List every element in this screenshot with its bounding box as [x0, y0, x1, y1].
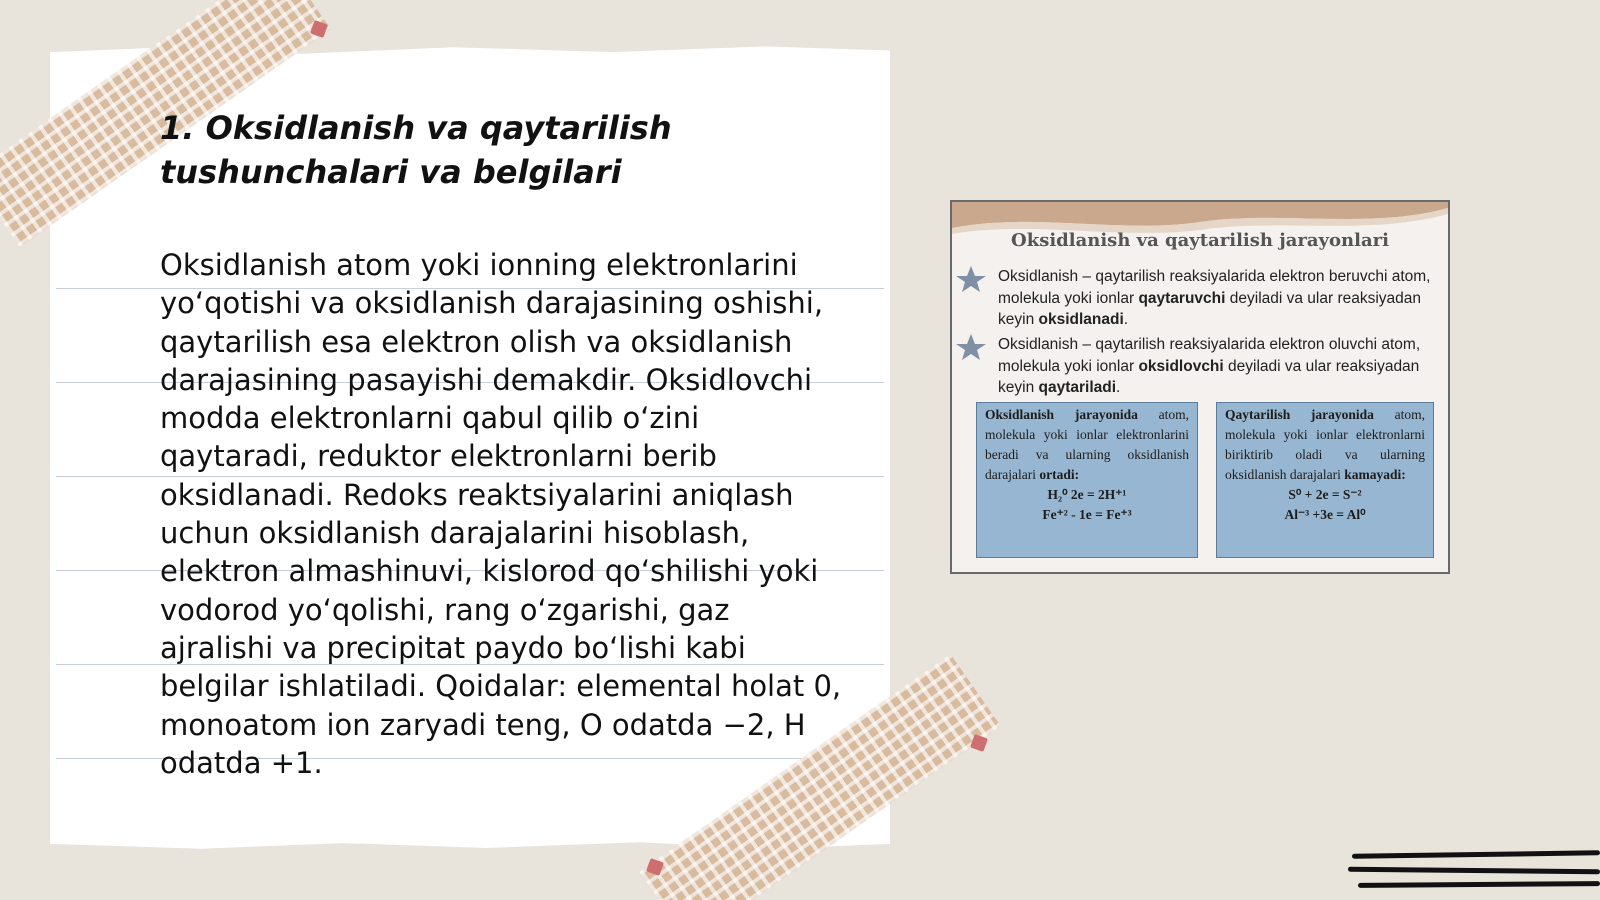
bullet-text-segment: Oksidlanish – qaytarilish reaksiyalarida elektron oluvchi atom, molekula yoki ionlar [998, 336, 1421, 375]
figure-title: Oksidlanish va qaytarilish jarayonlari [1011, 230, 1389, 251]
box-tail: ortadi: [1039, 467, 1080, 482]
box-heading: Oksidlanish jarayonida [985, 407, 1138, 422]
decorative-stroke [1358, 881, 1600, 888]
equation: H₂⁰ 2e = 2H⁺¹ [1047, 487, 1127, 502]
bullet-bold-term: oksidlanadi [1038, 311, 1124, 328]
box-tail: kamayadi: [1344, 467, 1406, 482]
box-text: atom, molekula yoki ionlar elektronlarini beradi va ularning oksidlanish darajalari [985, 407, 1190, 482]
reduction-process-box [1216, 402, 1434, 558]
bullet-text-segment: deyiladi va ular reaksiyadan keyin [998, 289, 1422, 328]
star-bullet-icon [954, 264, 988, 294]
bullet-text-segment: Oksidlanish – qaytarilish reaksiyalarida elektron beruvchi atom, molekula yoki ionlar [998, 268, 1431, 307]
bullet-bold-term: qaytariladi [1038, 379, 1117, 396]
box-text: atom, molekula yoki ionlar elektronlarni biriktirib oladi va ularning oksidlanish darajalari [1225, 407, 1425, 482]
bullet-text-segment: . [1116, 379, 1121, 396]
slide-title: 1. Oksidlanish va qaytarilish tushunchalari va belgilari [160, 109, 672, 191]
embedded-slide-image [950, 200, 1450, 574]
slide-body-text: Oksidlanish atom yoki ionning elektronlarini yo‘qotishi va oksidlanish darajasining oshishi, qaytarilish esa elektron olish va oksidlanish darajasining pasayishi demakdir. Oksidlovchi modda elektronlarni qabul qilib o‘zini qaytaradi, reduktor elektronlarni berib oksidlanadi. Redoks reaktsiyalarini aniqlash uchun oksidlanish darajalarini hisoblash, elektron almashinuvi, kislorod qo‘shilishi yoki vodorod yo‘qolishi, rang o‘zgarishi, gaz ajralishi va precipitat paydo bo‘lishi kabi belgilar ishlatiladi. Qoidalar: elemental holat 0, monoatom ion zaryadi teng, O odatda −2, H odatda +1. [160, 248, 842, 780]
oxidation-process-box [976, 402, 1198, 558]
bullet-text-segment: deyiladi va ular reaksiyadan keyin [998, 357, 1420, 396]
star-bullet-icon [954, 332, 988, 362]
equation: S⁰ + 2e = S⁻² [1288, 487, 1362, 502]
equation: Fe⁺² - 1e = Fe⁺³ [1042, 507, 1132, 522]
bullet-bold-term: qaytaruvchi [1138, 289, 1226, 307]
box-heading: Qaytarilish jarayonida [1225, 407, 1374, 422]
bullet-bold-term: oksidlovchi [1138, 357, 1224, 375]
equation: Al⁻³ +3e = Al⁰ [1284, 507, 1366, 522]
decorative-stroke [1352, 850, 1600, 858]
bullet-text-segment: . [1123, 311, 1129, 328]
figure-bullet-text [998, 266, 1438, 331]
figure-bullet-text [998, 334, 1438, 399]
decorative-stroke [1348, 867, 1600, 875]
